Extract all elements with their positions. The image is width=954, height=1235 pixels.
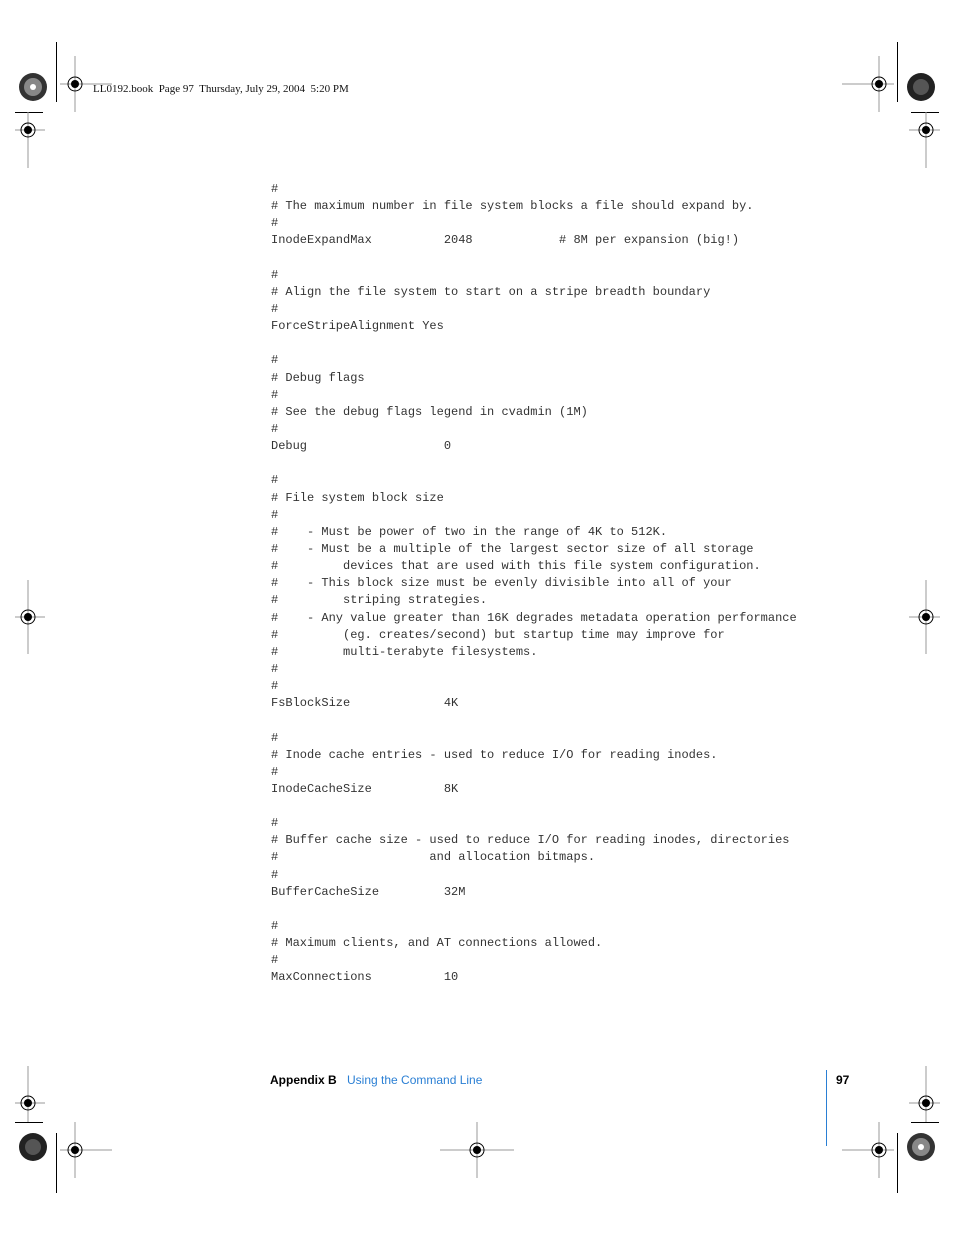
code-line: #: [271, 867, 279, 882]
code-line: #: [271, 267, 279, 282]
page-number: 97: [836, 1073, 850, 1087]
code-line: ForceStripeAlignment Yes: [271, 319, 444, 334]
code-line: [271, 798, 797, 815]
code-line: InodeCacheSize 8K: [271, 781, 459, 796]
code-line: [271, 455, 797, 472]
print-slug: LL0192.book Page 97 Thursday, July 29, 2004 5:20 PM: [93, 83, 349, 95]
footer-section-label: Appendix B: [270, 1073, 337, 1087]
code-line: #: [271, 216, 279, 231]
code-line: InodeExpandMax 2048 # 8M per expansion (big!): [271, 233, 740, 248]
code-line: # - Any value greater than 16K degrades metadata operation performance: [271, 610, 797, 625]
code-line: #: [271, 679, 279, 694]
footer-section-title: Using the Command Line: [347, 1073, 483, 1087]
code-line: [271, 250, 797, 267]
code-line: Debug 0: [271, 439, 452, 454]
code-line: # striping strategies.: [271, 593, 488, 608]
code-line: #: [271, 507, 279, 522]
code-line: [271, 712, 797, 729]
code-line: # - Must be power of two in the range of 4K to 512K.: [271, 524, 668, 539]
code-line: #: [271, 353, 279, 368]
code-line: # devices that are used with this file system configuration.: [271, 559, 761, 574]
code-line: # Inode cache entries - used to reduce I/O for reading inodes.: [271, 747, 718, 762]
code-line: # Buffer cache size - used to reduce I/O for reading inodes, directories: [271, 833, 790, 848]
config-code-block: [271, 181, 797, 987]
code-line: # - This block size must be evenly divisible into all of your: [271, 576, 732, 591]
code-line: #: [271, 473, 279, 488]
code-line: # Debug flags: [271, 370, 365, 385]
code-line: #: [271, 301, 279, 316]
code-line: #: [271, 919, 279, 934]
code-line: #: [271, 387, 279, 402]
footer-divider: [826, 1070, 827, 1146]
code-line: # (eg. creates/second) but startup time may improve for: [271, 627, 725, 642]
code-line: #: [271, 953, 279, 968]
code-line: BufferCacheSize 32M: [271, 884, 466, 899]
code-line: # File system block size: [271, 490, 444, 505]
code-line: #: [271, 730, 279, 745]
code-line: FsBlockSize 4K: [271, 696, 459, 711]
code-line: # The maximum number in file system blocks a file should expand by.: [271, 199, 754, 214]
code-line: # - Must be a multiple of the largest sector size of all storage: [271, 541, 754, 556]
code-line: [271, 901, 797, 918]
code-line: #: [271, 182, 279, 196]
code-line: # Maximum clients, and AT connections allowed.: [271, 936, 603, 951]
code-line: # See the debug flags legend in cvadmin (1M): [271, 404, 588, 419]
code-line: #: [271, 421, 279, 436]
code-line: # and allocation bitmaps.: [271, 850, 596, 865]
code-line: MaxConnections 10: [271, 970, 459, 985]
code-line: #: [271, 661, 279, 676]
code-line: # multi-terabyte filesystems.: [271, 644, 538, 659]
code-line: #: [271, 816, 279, 831]
code-line: [271, 335, 797, 352]
code-line: #: [271, 764, 279, 779]
code-line: # Align the file system to start on a stripe breadth boundary: [271, 284, 711, 299]
